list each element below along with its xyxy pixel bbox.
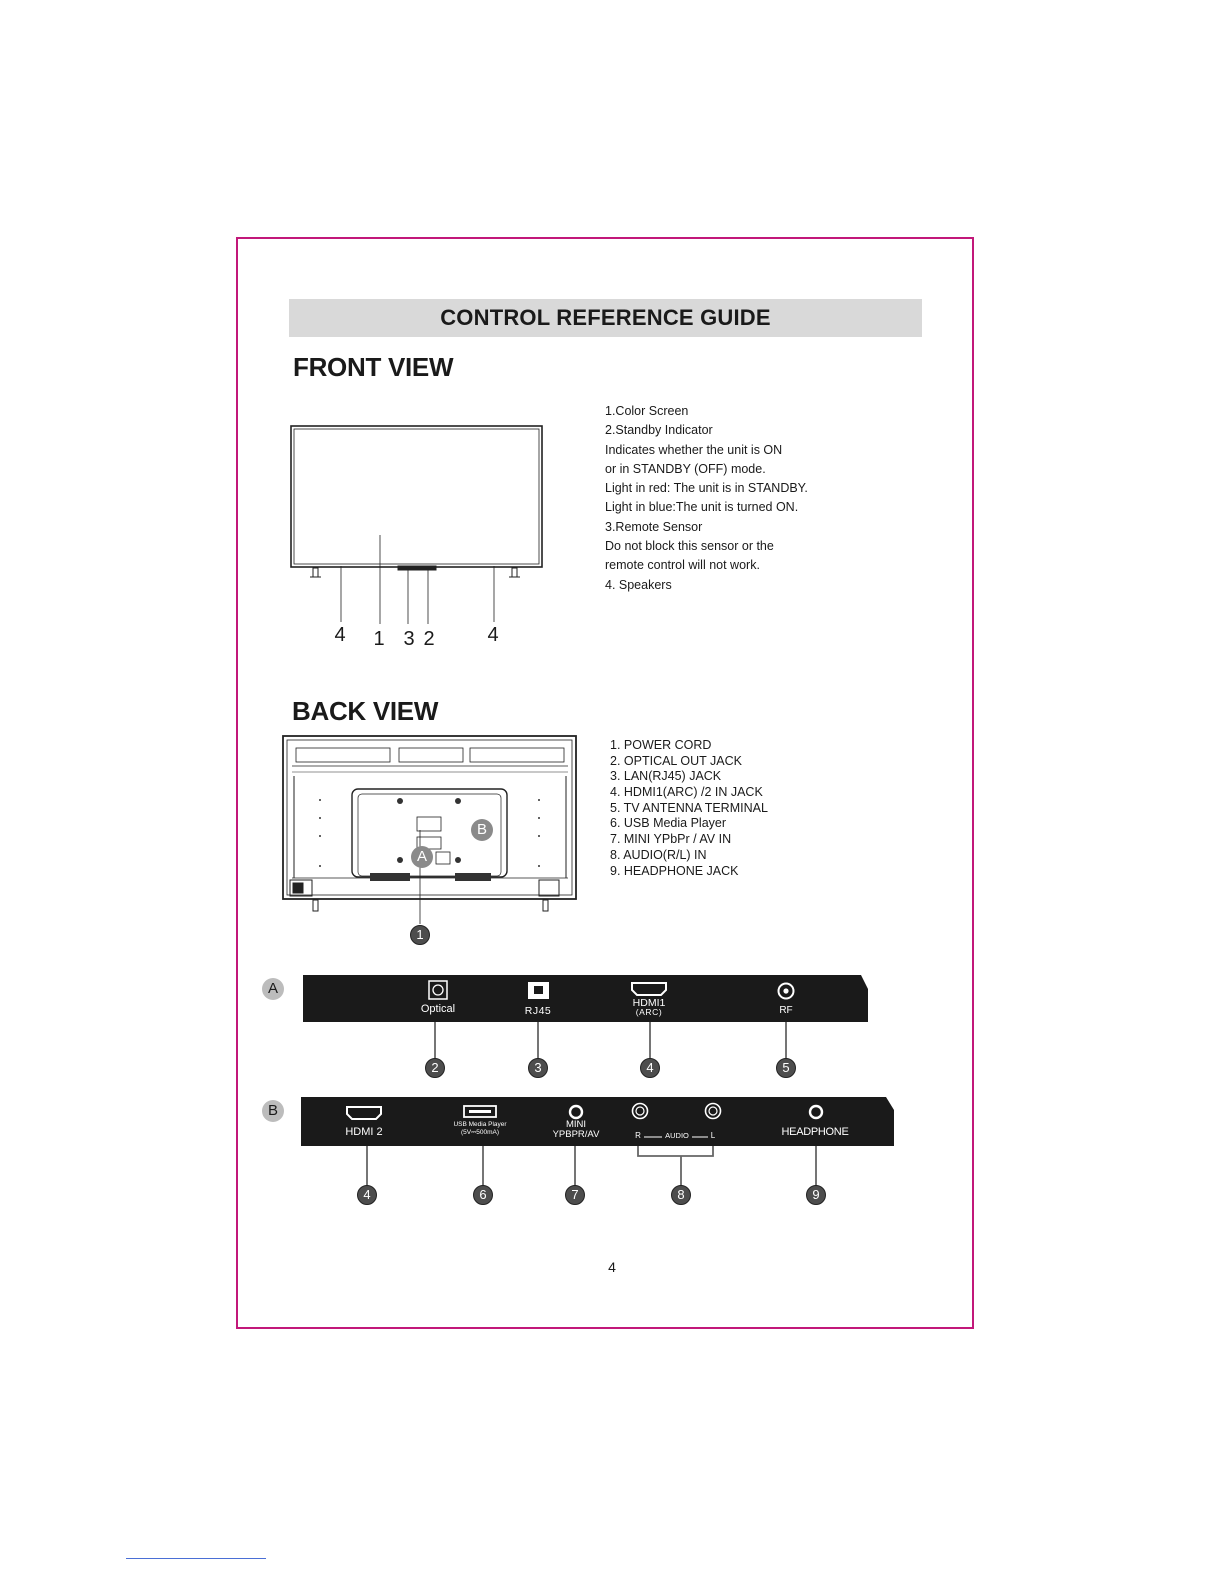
front-desc-line: or in STANDBY (OFF) mode. (605, 461, 766, 476)
back-desc-line: 7. MINI YPbPr / AV IN (610, 832, 732, 847)
headphone-port-label: HEADPHONE (781, 1126, 849, 1138)
audio-l-label: L (710, 1131, 716, 1140)
rj45-port-label: RJ45 (524, 1005, 552, 1017)
back-desc-line: 4. HDMI1(ARC) /2 IN JACK (610, 785, 763, 800)
rf-port-label: RF (779, 1005, 793, 1016)
back-desc-line: 1. POWER CORD (610, 738, 712, 752)
hdmi1-arc-sublabel: (ARC) (635, 1007, 663, 1017)
front-desc-line: remote control will not work. (605, 558, 760, 573)
panel-b-leader-lines (367, 1146, 816, 1186)
front-callout-remote-sensor: 3 (403, 628, 415, 650)
back-desc-line: 8. AUDIO(R/L) IN (610, 847, 707, 862)
front-desc-line: 4. Speakers (605, 577, 672, 592)
guide-title: CONTROL REFERENCE GUIDE (440, 305, 771, 330)
audio-r-label: R (635, 1131, 641, 1140)
audio-callout: 8 (671, 1185, 691, 1205)
back-desc-line: 5. TV ANTENNA TERMINAL (610, 800, 768, 815)
power-cord-callout: 1 (410, 925, 430, 945)
hdmi1-port-label: HDMI1 (632, 997, 666, 1009)
front-desc-line: 1.Color Screen (605, 404, 689, 418)
front-desc-line: Do not block this sensor or the (605, 539, 774, 554)
back-marker-a: A (411, 846, 433, 868)
front-callout-speaker-right: 4 (487, 624, 499, 646)
headphone-callout: 9 (806, 1185, 826, 1205)
footer-rule (126, 1558, 266, 1559)
rj45-callout: 3 (528, 1058, 548, 1078)
mini-port-label: MINI (565, 1119, 587, 1130)
front-view-description (605, 402, 808, 595)
front-desc-line: Indicates whether the unit is ON (605, 442, 783, 457)
optical-callout: 2 (425, 1058, 445, 1078)
back-desc-line: 3. LAN(RJ45) JACK (610, 769, 722, 784)
front-desc-line: 3.Remote Sensor (605, 519, 703, 534)
panel-b-letter: B (262, 1100, 284, 1122)
back-desc-line: 2. OPTICAL OUT JACK (610, 753, 742, 768)
usb-port-label: USB Media Player (453, 1121, 507, 1128)
audio-port-label: AUDIO (665, 1131, 689, 1140)
back-desc-line: 9. HEADPHONE JACK (610, 863, 739, 878)
page-number: 4 (608, 1259, 616, 1275)
back-view-description (610, 738, 768, 879)
back-view-heading: BACK VIEW (292, 696, 439, 726)
front-view-heading: FRONT VIEW (293, 352, 454, 382)
front-desc-line: Light in red: The unit is in STANDBY. (605, 481, 808, 496)
hdmi2-port-label: HDMI 2 (345, 1126, 383, 1138)
hdmi2-callout: 4 (357, 1185, 377, 1205)
usb-power-sublabel: (5V⎓500mA) (460, 1129, 500, 1136)
front-desc-line: Light in blue:The unit is turned ON. (605, 500, 799, 515)
panel-a-leader-lines (435, 1022, 786, 1059)
mini-ypbpr-callout: 7 (565, 1185, 585, 1205)
hdmi1-callout: 4 (640, 1058, 660, 1078)
front-callout-speaker-left: 4 (334, 624, 346, 646)
back-desc-line: 6. USB Media Player (610, 816, 727, 831)
front-callout-standby: 2 (423, 628, 435, 650)
front-desc-line: 2.Standby Indicator (605, 423, 713, 438)
optical-port-label: Optical (420, 1003, 456, 1015)
rf-callout: 5 (776, 1058, 796, 1078)
back-marker-b: B (471, 819, 493, 841)
back-tv-illustration (283, 736, 576, 924)
panel-a-letter: A (262, 978, 284, 1000)
ypbpr-av-sublabel: YPBPR/AV (552, 1129, 600, 1140)
front-tv-illustration (291, 426, 542, 624)
usb-callout: 6 (473, 1185, 493, 1205)
front-callout-screen: 1 (373, 628, 385, 650)
